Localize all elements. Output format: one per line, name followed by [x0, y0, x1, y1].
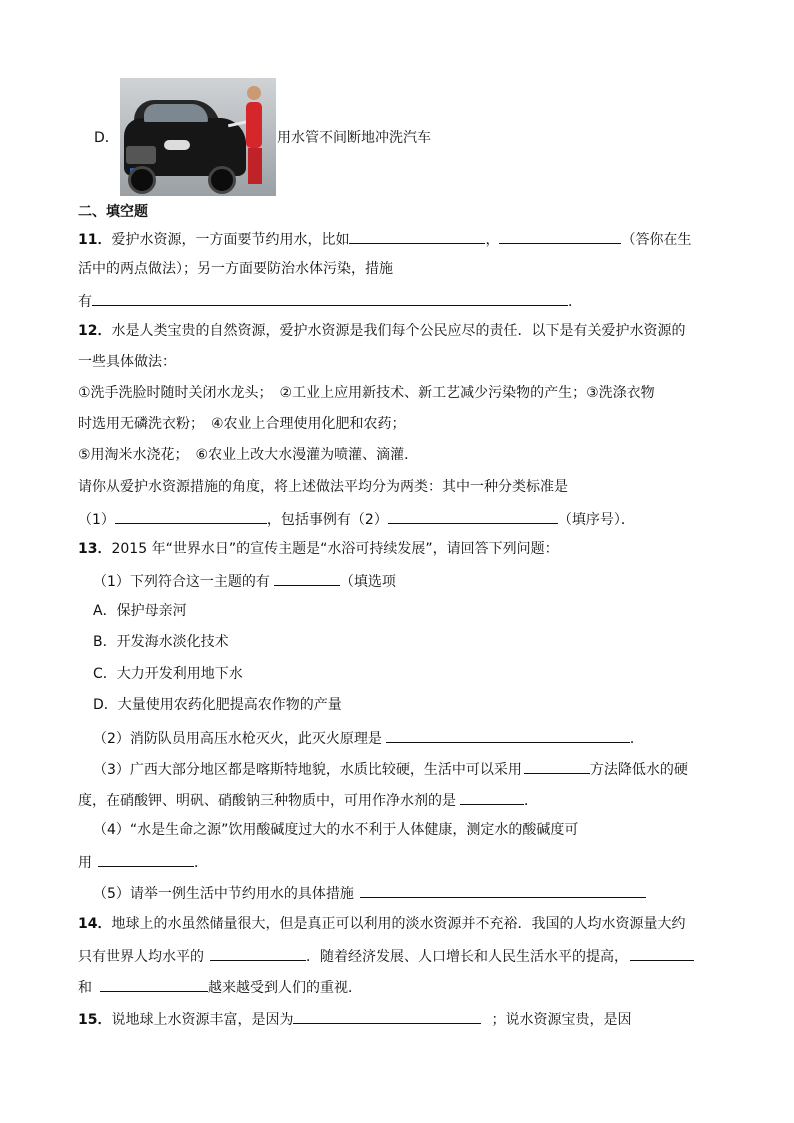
q11-blank-1[interactable]: [349, 228, 485, 244]
q14-line2: [78, 945, 694, 967]
q15-line1: [78, 1008, 631, 1030]
q13-sub1-tail: （填选项: [339, 574, 396, 590]
q13-blank-5[interactable]: [98, 851, 194, 867]
q13-option-a: A．保护母亲河: [93, 603, 187, 619]
q13-sub2-text: （2）消防队员用高压水枪灭火，此灭火原理是: [93, 731, 382, 747]
q14-blank-1[interactable]: [210, 945, 306, 961]
q15-blank-1[interactable]: [293, 1008, 481, 1024]
q14-number: 14．: [78, 916, 112, 932]
section-title: 二、填空题: [78, 204, 148, 220]
q15-text-1b: ；说水资源宝贵，是因: [491, 1012, 632, 1028]
q14-line3: [78, 976, 362, 998]
q12-line5: ⑤用淘米水浇花； ⑥农业上改大水漫灌为喷灌、滴灌．: [78, 447, 419, 463]
option-d-text: 用水管不间断地冲洗汽车: [277, 130, 431, 146]
q12-line2: 一些具体做法：: [78, 354, 176, 370]
worker-head: [247, 86, 261, 100]
q12-text-1: 水是人类宝贵的自然资源，爱护水资源是我们每个公民应尽的责任．以下是有关爱护水资源的: [111, 323, 686, 339]
q11-number: 11．: [78, 232, 112, 248]
q11-blank-2[interactable]: [499, 228, 621, 244]
q13-sub1: [93, 570, 396, 592]
q12-text-7c: （填序号）．: [557, 512, 635, 528]
q13-line1: [78, 539, 559, 559]
option-d-letter: D．: [94, 130, 119, 146]
q14-text-2a: 只有世界人均水平的: [78, 949, 204, 965]
q13-blank-2[interactable]: [386, 727, 630, 743]
q13-option-d: D．大量使用农药化肥提高农作物的产量: [93, 697, 342, 713]
q13-sub4: （4）“水是生命之源”饮用酸碱度过大的水不利于人体健康，测定水的酸碱度可: [93, 822, 579, 838]
q13-sub2-tail: ．: [629, 731, 644, 747]
car-wheel-rear: [208, 166, 236, 194]
q14-blank-3[interactable]: [100, 976, 208, 992]
q13-blank-3[interactable]: [524, 758, 590, 774]
q13-sub4-cont-text: 用: [78, 855, 92, 871]
q11-line1: [78, 228, 691, 250]
car-headlight: [164, 140, 190, 150]
q13-sub1-text: （1）下列符合这一主题的有: [93, 574, 270, 590]
car-grille: [126, 146, 156, 164]
q14-line1: [78, 914, 685, 934]
q11-line3: [78, 290, 582, 312]
q12-line6: 请你从爱护水资源措施的角度，将上述做法平均分为两类：其中一种分类标准是: [78, 479, 568, 495]
q12-line4: 时选用无磷洗衣粉； ④农业上合理使用化肥和农药；: [78, 416, 406, 432]
q13-sub5-text: （5）请举一例生活中节约用水的具体措施: [93, 886, 354, 902]
q13-sub3-cont-tail: ．: [524, 793, 538, 809]
q13-option-b: B．开发海水淡化技术: [93, 634, 229, 650]
q12-line7: [78, 508, 635, 530]
q14-text-2b: ．随着经济发展、人口增长和人民生活水平的提高，: [306, 949, 628, 965]
q11-blank-3[interactable]: [92, 290, 568, 306]
q14-blank-2[interactable]: [630, 945, 694, 961]
q15-number: 15．: [78, 1012, 112, 1028]
q13-sub4-cont-tail: ．: [194, 855, 208, 871]
q12-blank-2[interactable]: [388, 508, 558, 524]
q13-blank-6[interactable]: [360, 882, 646, 898]
q11-text-a: 爱护水资源，一方面要节约用水，比如: [111, 232, 350, 248]
q13-sub5: [93, 882, 646, 904]
q12-text-7a: （1）: [78, 512, 115, 528]
q14-text-3a: 和: [78, 980, 92, 996]
q13-blank-4[interactable]: [460, 789, 524, 805]
q11-text-d: 有: [78, 294, 92, 310]
car-wash-photo: [120, 78, 276, 196]
q11-line2: 活中的两点做法）；另一方面要防治水体污染，措施: [78, 261, 393, 277]
worker-body: [246, 102, 262, 148]
q12-line1: [78, 321, 685, 341]
q14-text-3b: 越来越受到人们的重视．: [208, 980, 362, 996]
q13-blank-1[interactable]: [274, 570, 340, 586]
q13-sub3: [93, 758, 688, 780]
q11-text-e: ．: [568, 294, 582, 310]
q11-text-c: （答你在生: [621, 232, 692, 248]
car-wheel-front: [128, 166, 156, 194]
q13-sub2: [93, 727, 644, 749]
q13-sub3-cont: [78, 789, 538, 811]
q13-sub4-cont: [78, 851, 208, 873]
q12-blank-1[interactable]: [115, 508, 267, 524]
q14-text-1: 地球上的水虽然储量很大，但是真正可以利用的淡水资源并不充裕．我国的人均水资源量大约: [111, 916, 686, 932]
q12-line3: ①洗手洗脸时随时关闭水龙头； ②工业上应用新技术、新工艺减少污染物的产生；③洗涤衣物: [78, 385, 655, 401]
q12-number: 12．: [78, 323, 112, 339]
q13-sub3-cont-text: 度，在硝酸钾、明矾、硝酸钠三种物质中，可用作净水剂的是: [78, 793, 456, 809]
q15-text-1a: 说地球上水资源丰富，是因为: [111, 1012, 294, 1028]
q13-option-c: C．大力开发利用地下水: [93, 666, 243, 682]
q12-text-7b: ，包括事例有（2）: [266, 512, 388, 528]
q13-sub3-text: （3）广西大部分地区都是喀斯特地貌，水质比较硬，生活中可以采用: [93, 762, 522, 778]
car-windshield: [144, 104, 208, 122]
q13-sub3-tail: 方法降低水的硬: [589, 762, 688, 778]
q13-number: 13．: [78, 541, 112, 557]
worker-legs: [248, 148, 262, 184]
q13-text-1: 2015 年“世界水日”的宣传主题是“水浴可持续发展”，请回答下列问题：: [111, 541, 559, 557]
q11-text-b: ，: [485, 232, 500, 248]
